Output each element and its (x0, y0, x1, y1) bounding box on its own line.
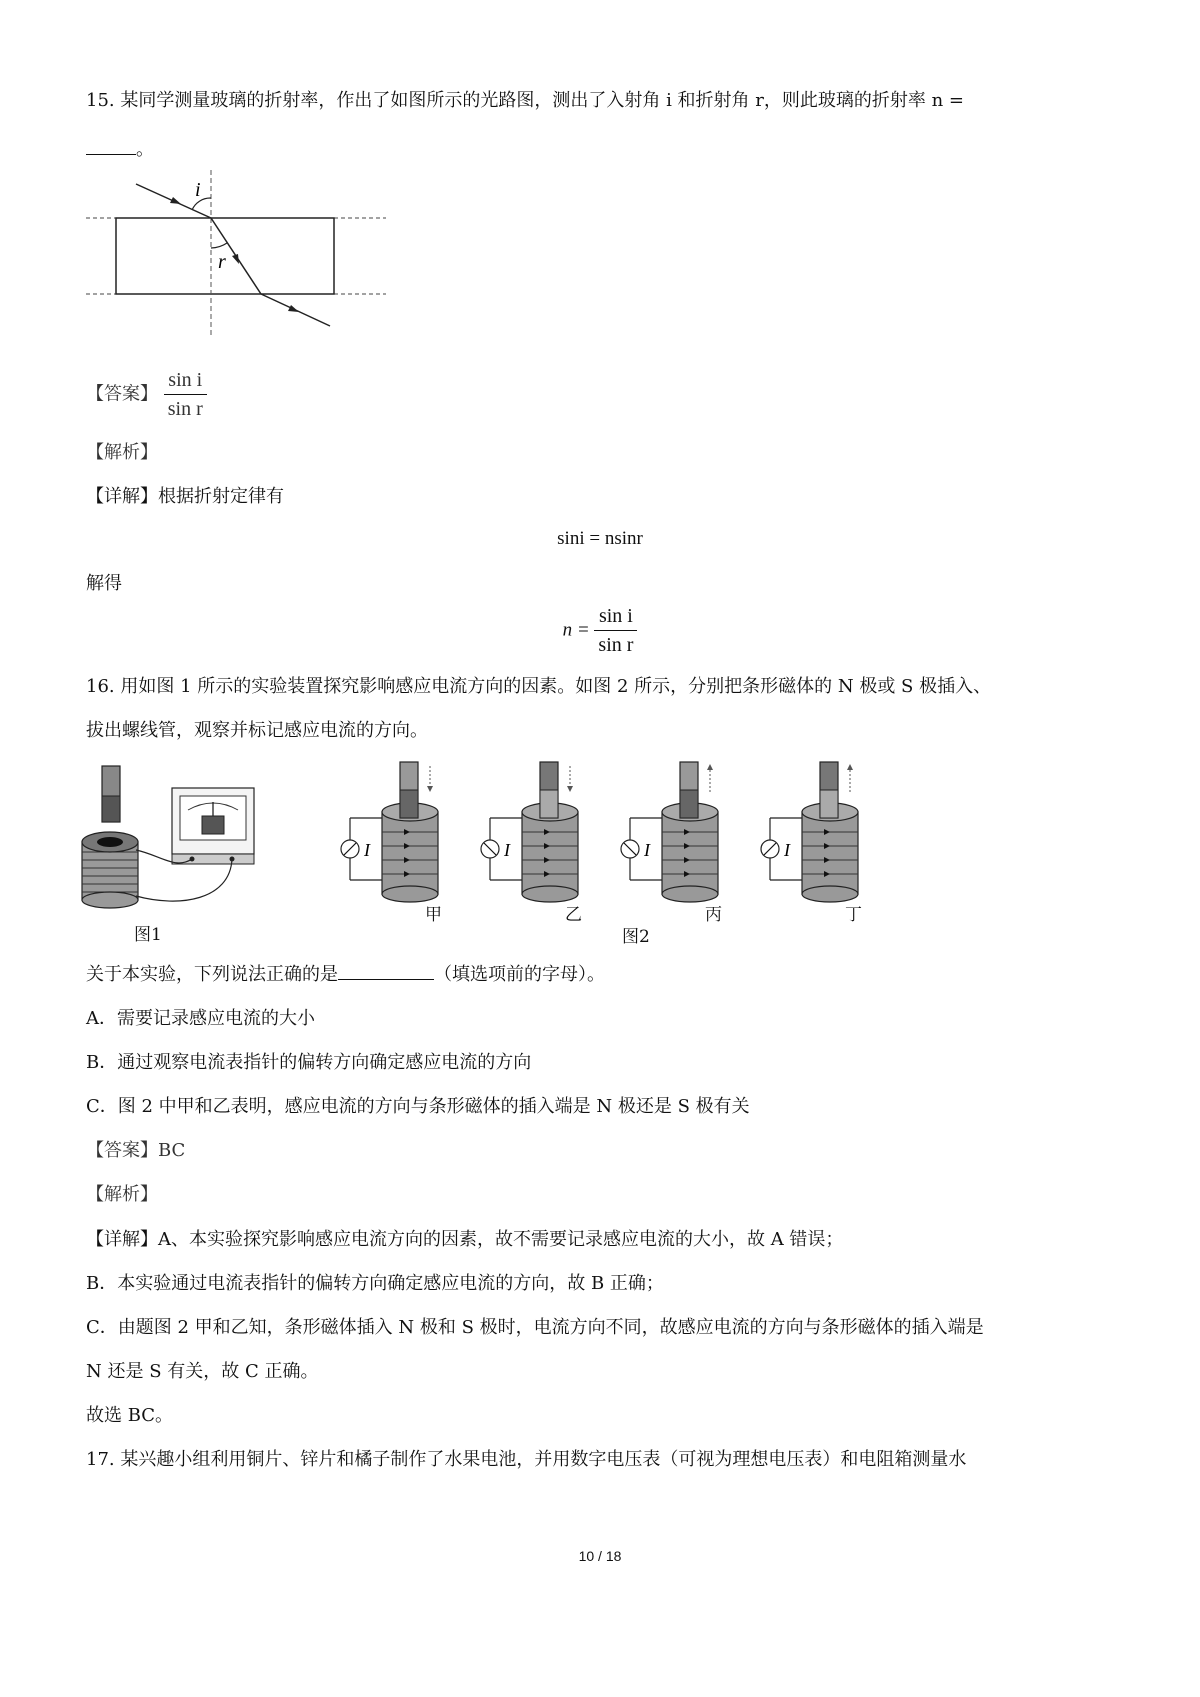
q16-answer-blank (338, 961, 434, 980)
equation-n-fraction (594, 604, 637, 657)
label-bing: 丙 (705, 905, 722, 925)
q16-prompt-after: （填选项前的字母）。 (434, 964, 605, 985)
q16-detail-c2: N 还是 S 有关，故 C 正确。 (86, 1361, 319, 1382)
q16-prompt-before: 关于本实验，下列说法正确的是 (86, 964, 338, 985)
equation-n-denominator: sin r (598, 634, 634, 656)
q15-answer (86, 368, 207, 421)
angle-r-label: r (218, 251, 226, 273)
answer-denominator: sin r (167, 398, 203, 420)
figure1-caption: 图1 (134, 925, 162, 945)
q16-stem-line2: 拔出螺线管，观察并标记感应电流的方向。 (86, 720, 428, 741)
bar-magnet-n-end (102, 796, 120, 822)
q15-solve: 解得 (86, 573, 122, 594)
answer-blank (86, 136, 136, 155)
option-c: C．图 2 中甲和乙表明，感应电流的方向与条形磁体的插入端是 N 极还是 S 极有关 (86, 1096, 750, 1117)
q16-detail-b: B．本实验通过电流表指针的偏转方向确定感应电流的方向，故 B 正确； (86, 1273, 664, 1294)
figure2-caption: 图2 (622, 927, 650, 947)
label-ding: 丁 (845, 905, 862, 925)
angle-i-label: i (195, 179, 201, 201)
q16-stem-line1: 16. 用如图 1 所示的实验装置探究影响感应电流方向的因素。如图 2 所示，分别把条形磁体的 N 极或 S 极插入、 (86, 676, 992, 697)
panel-ding (761, 762, 858, 902)
panel-yi (481, 762, 578, 902)
answer-tag: 【答案】 (86, 383, 158, 405)
equation-n (0, 604, 1200, 657)
q16-detail-a: 【详解】A、本实验探究影响感应电流方向的因素，故不需要记录感应电流的大小，故 A 错误； (86, 1229, 844, 1250)
refraction-diagram (86, 170, 386, 350)
q16-detail-c1: C．由题图 2 甲和乙知，条形磁体插入 N 极和 S 极时，电流方向不同，故感应电流的方向与条形磁体的插入端是 (86, 1317, 984, 1338)
option-b: B．通过观察电流表指针的偏转方向确定感应电流的方向 (86, 1052, 532, 1073)
answer-fraction (164, 368, 207, 421)
q16-prompt (86, 961, 605, 988)
current-label-jia: I (364, 840, 370, 860)
refracted-arrow (232, 254, 239, 264)
current-label-bing: I (644, 840, 650, 860)
equation-snell: sini = nsinr (557, 528, 643, 549)
panel-bing (621, 762, 718, 902)
panel-jia (341, 762, 438, 902)
label-yi: 乙 (565, 905, 582, 925)
current-label-ding: I (784, 840, 790, 860)
q17-stem-line1: 17. 某兴趣小组利用铜片、锌片和橘子制作了水果电池，并用数字电压表（可视为理想电压表）和电阻箱测量水 (86, 1449, 967, 1470)
label-jia: 甲 (425, 905, 442, 925)
solenoid-bottom (82, 892, 138, 908)
equation-n-numerator: sin i (594, 604, 637, 631)
figure2-panels (320, 760, 880, 920)
emergent-arrow (288, 305, 299, 312)
refraction-angle-arc (211, 243, 227, 248)
q15-detail: 【详解】根据折射定律有 (86, 486, 284, 507)
q15-end-mark: 。 (136, 139, 154, 160)
page-number: 10 / 18 (578, 1548, 622, 1564)
figure1-apparatus (80, 760, 280, 910)
q15-blank-line (86, 136, 154, 163)
incident-arrow (170, 197, 181, 204)
q15-stem: 15. 某同学测量玻璃的折射率，作出了如图所示的光路图，测出了入射角 i 和折射角 r，则此玻璃的折射率 n = (86, 90, 964, 111)
answer-numerator: sin i (164, 368, 207, 395)
current-label-yi: I (504, 840, 510, 860)
wire-2 (136, 859, 232, 901)
galvanometer-mechanism (202, 816, 224, 834)
equation-n-lhs: n = (562, 619, 590, 641)
q16-answer: 【答案】BC (86, 1140, 186, 1161)
solenoid-opening (97, 837, 123, 847)
q15-analysis-tag: 【解析】 (86, 442, 158, 463)
q16-analysis-tag: 【解析】 (86, 1184, 158, 1205)
q16-conclusion: 故选 BC。 (86, 1405, 174, 1426)
option-a: A．需要记录感应电流的大小 (86, 1008, 315, 1029)
